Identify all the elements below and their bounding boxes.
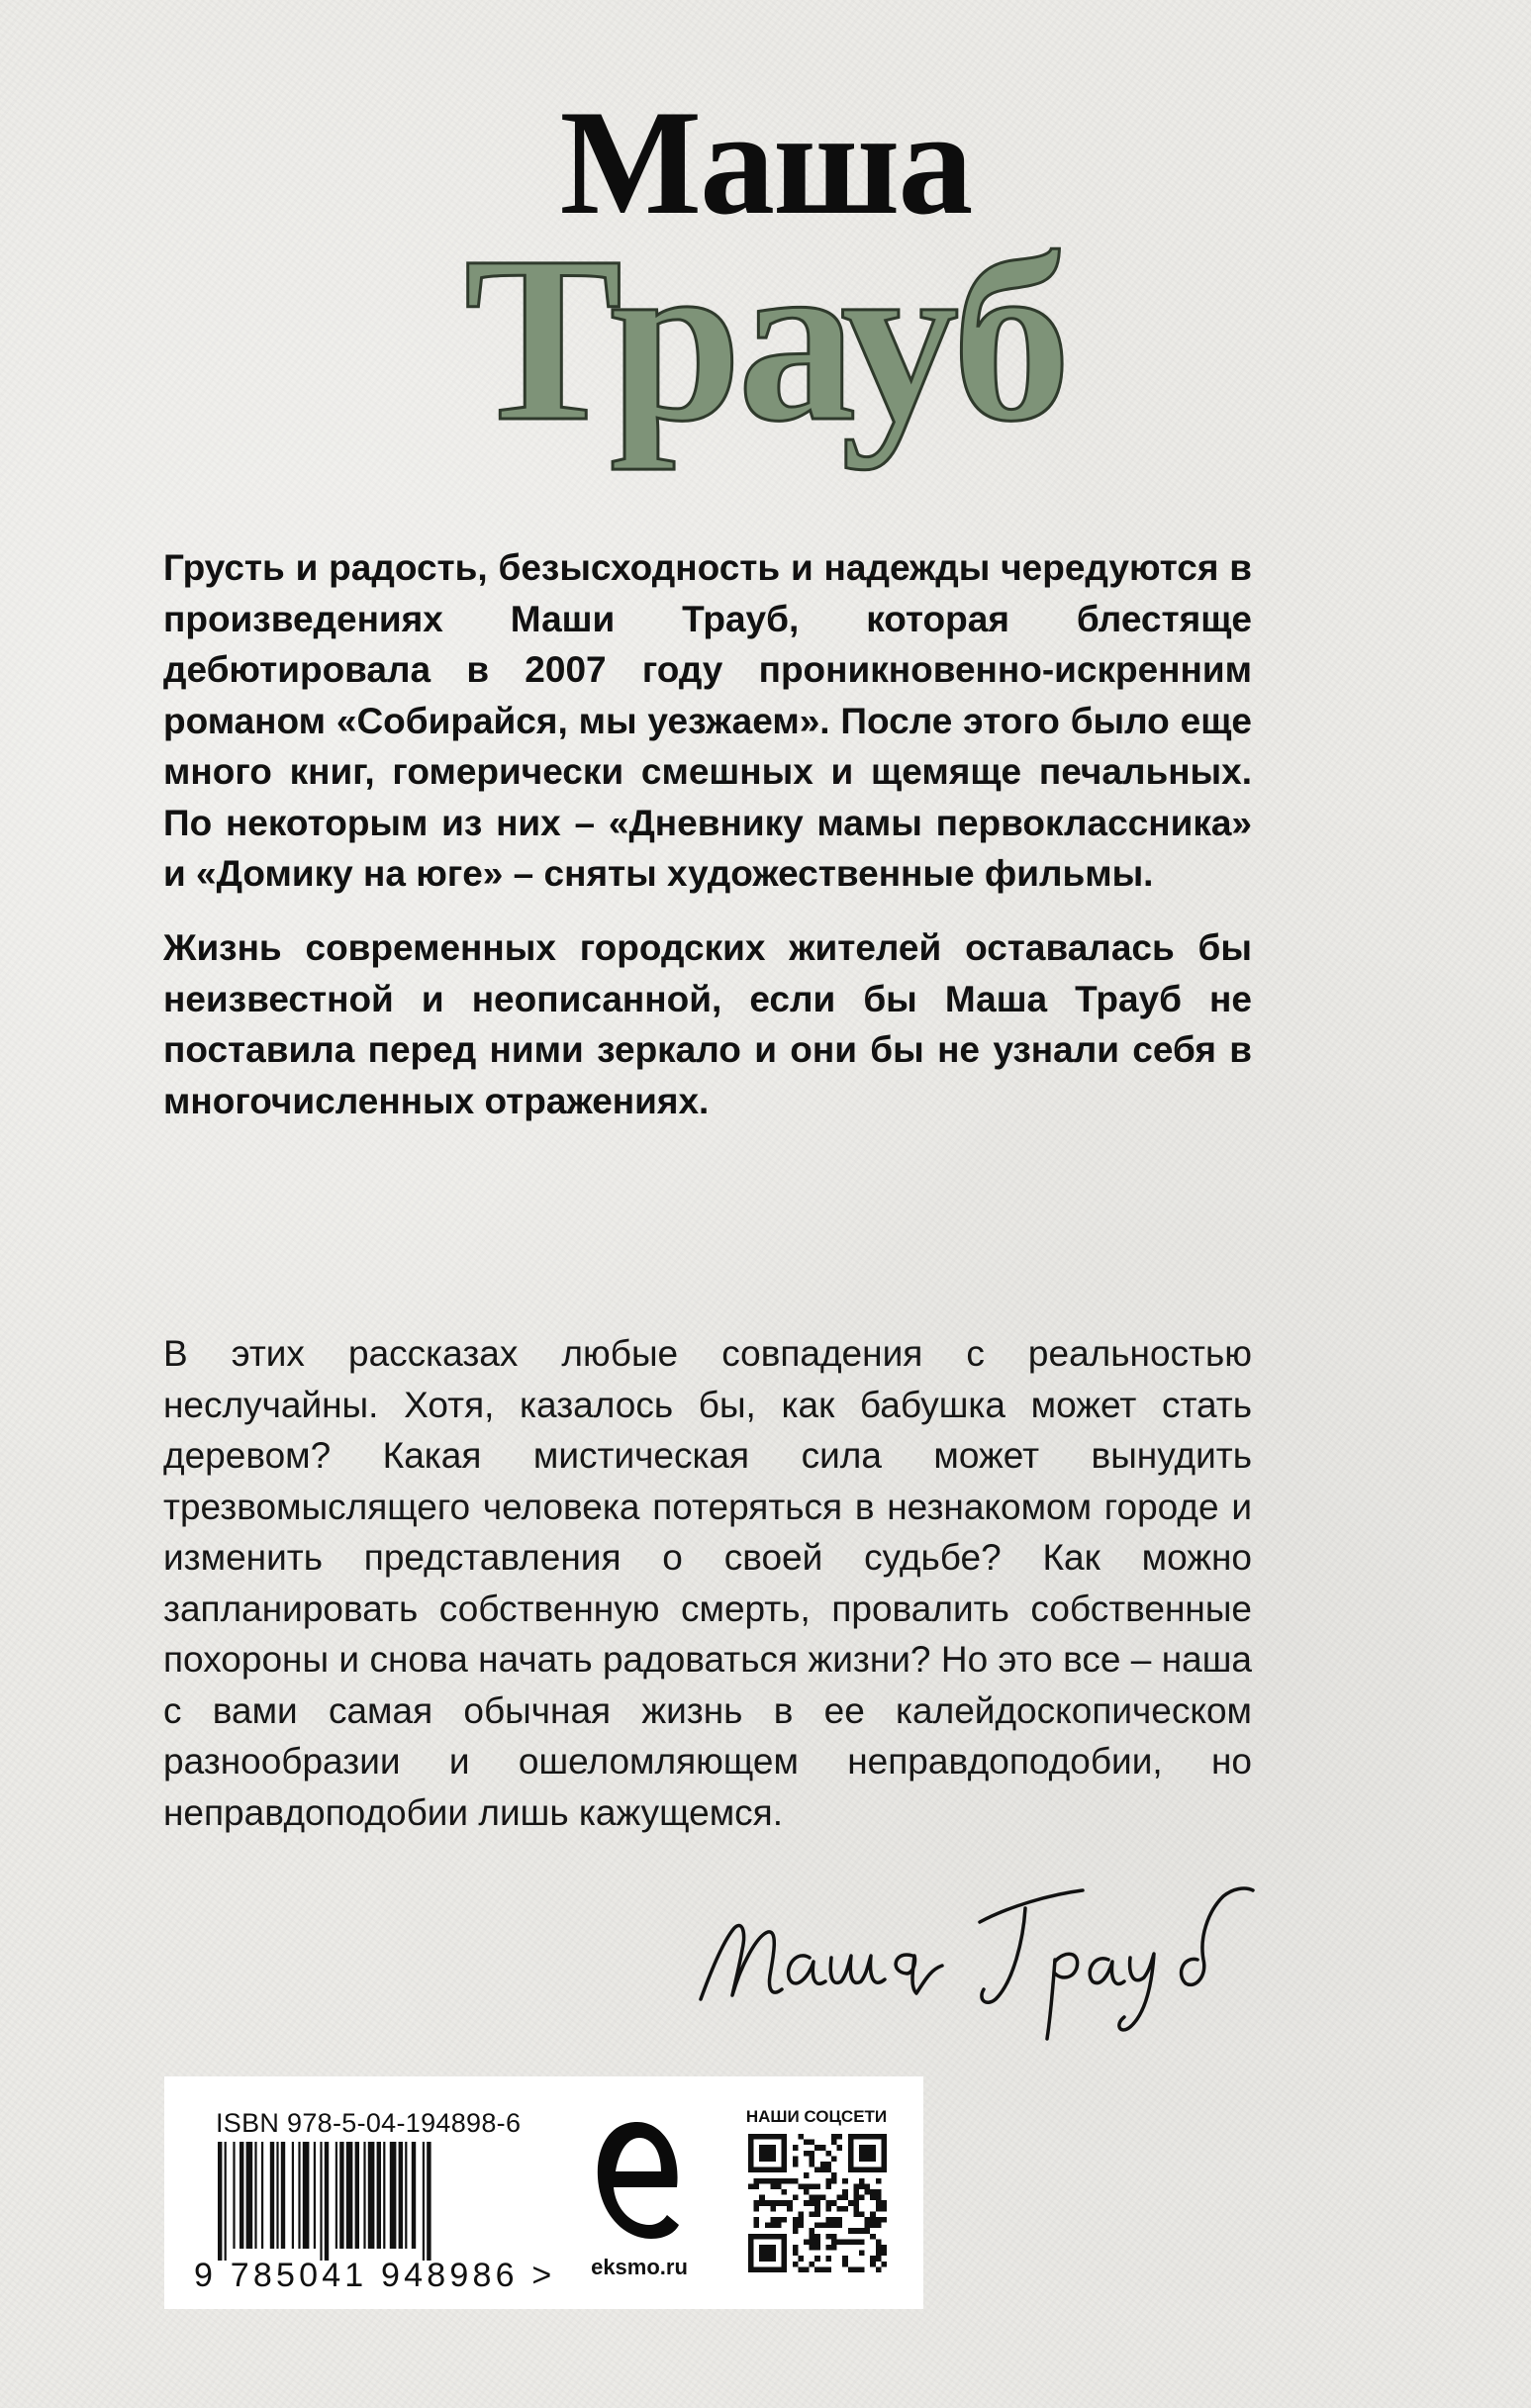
book-blurb: В этих рассказах любые совпадения с реальностью неслучайны. Хотя, казалось бы, как бабушка может стать деревом? Какая мистическая сила может вынудить трезвомыслящего человека потеряться в незнакомом городе и изменить представления о своей судьбе? Как можно запланировать собственную смерть, провалить собственные похороны и снова начать радоваться жизни? Но это все – наша с вами самая обычная жизнь в ее калейдоскопическом разнообразии и ошеломляющем неправдоподобии, но неправдоподобии лишь кажущемся. (163, 1333, 1252, 1833)
social-networks-label: НАШИ СОЦСЕТИ (745, 2107, 888, 2126)
annotation-paragraph-1: Грусть и радость, безысходность и надежды чередуются в произведениях Маши Трауб, которая блестяще дебютировала в 2007 году проникновенно-искренним романом «Собирайся, мы уезжаем». После этого было еще много книг, гомерически смешных и щемяще печальных. По некоторым из них – «Дневнику мамы первоклассника» и «Домику на юге» – сняты художественные фильмы. (163, 547, 1252, 894)
annotation-paragraph-2: Жизнь современных городских жителей оставалась бы неизвестной и неописанной, если бы Маша Трауб не поставила перед ними зеркало и они бы не узнали себя в многочисленных отражениях. (163, 927, 1252, 1121)
publisher-site[interactable]: eksmo.ru (591, 2255, 688, 2279)
eksmo-logo-icon (592, 2118, 683, 2243)
author-last-name: Трауб (463, 207, 1068, 470)
publisher-info-panel (164, 2076, 923, 2309)
qr-code-icon[interactable] (748, 2134, 887, 2272)
barcode-icon (216, 2142, 493, 2261)
barcode-digits: 9 785041 948986 > (194, 2257, 556, 2294)
author-first-name: Маша (559, 79, 972, 245)
isbn-label: ISBN 978-5-04-194898-6 (216, 2108, 522, 2138)
author-signature (683, 1851, 1277, 2049)
